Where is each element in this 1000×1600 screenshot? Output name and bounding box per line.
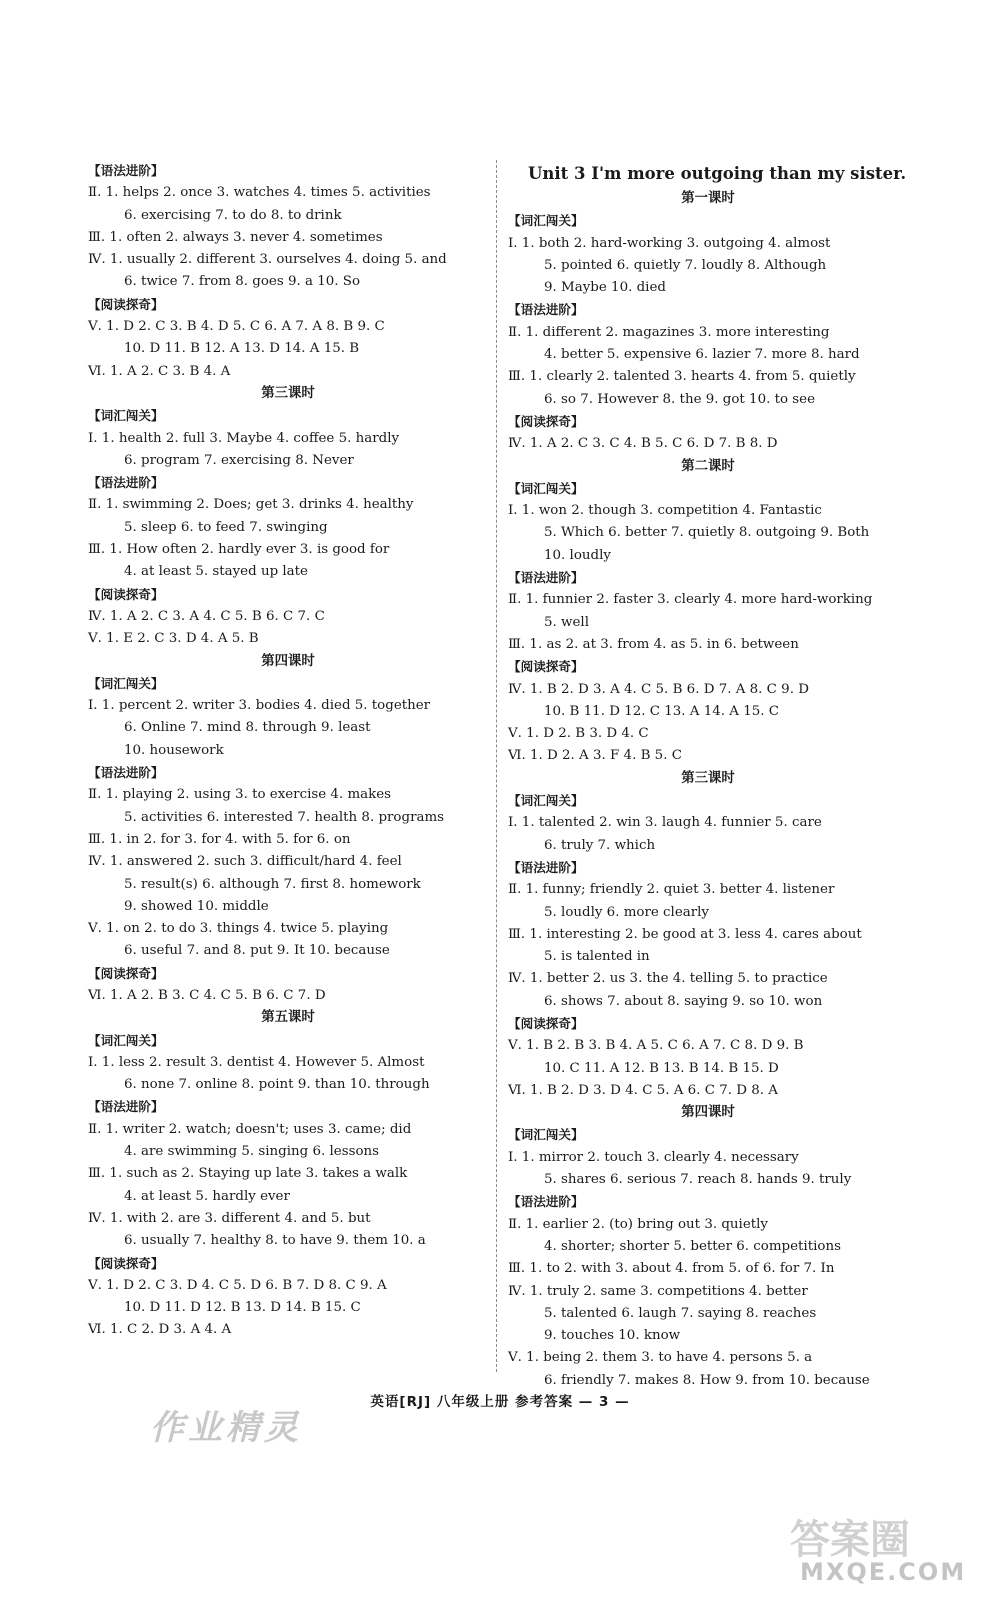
answer-line-continued: 10. C 11. A 12. B 13. B 14. B 15. D	[544, 1060, 779, 1076]
answer-line: Ⅲ. 1. in 2. for 3. for 4. with 5. for 6. on	[88, 831, 351, 847]
section-header: 【阅读探奇】	[88, 1255, 164, 1271]
answer-line-continued: 5. well	[544, 614, 589, 630]
answer-line: Ⅲ. 1. such as 2. Staying up late 3. takes a walk	[88, 1166, 408, 1182]
answer-line-continued: 5. sleep 6. to feed 7. swinging	[124, 519, 328, 535]
answer-line-continued: 6. Online 7. mind 8. through 9. least	[124, 720, 371, 736]
answer-line-continued: 4. at least 5. stayed up late	[124, 564, 308, 580]
section-header: 【语法进阶】	[508, 570, 584, 586]
answer-line: Ⅰ. 1. less 2. result 3. dentist 4. However 5. Almost	[88, 1054, 425, 1070]
answer-line-continued: 10. loudly	[544, 547, 611, 563]
answer-line-continued: 4. at least 5. hardly ever	[124, 1188, 290, 1204]
answer-line: Ⅱ. 1. funnier 2. faster 3. clearly 4. more hard-working	[508, 592, 873, 608]
section-header: 【阅读探奇】	[508, 659, 584, 675]
answer-line: Ⅵ. 1. B 2. D 3. D 4. C 5. A 6. C 7. D 8. A	[508, 1082, 778, 1098]
answer-line-continued: 4. are swimming 5. singing 6. lessons	[124, 1144, 380, 1160]
answer-line-continued: 5. Which 6. better 7. quietly 8. outgoing 9. Both	[544, 525, 870, 541]
answer-line-continued: 6. none 7. online 8. point 9. than 10. through	[124, 1077, 430, 1093]
lesson-title: 第一课时	[681, 191, 735, 206]
section-header: 【语法进阶】	[508, 302, 584, 318]
section-header: 【词汇闯关】	[88, 408, 164, 424]
section-header: 【语法进阶】	[508, 1194, 584, 1210]
answer-line: Ⅱ. 1. playing 2. using 3. to exercise 4. makes	[88, 787, 392, 803]
right-answer-column	[508, 160, 908, 1392]
section-header: 【阅读探奇】	[508, 1015, 584, 1031]
answer-line-continued: 4. better 5. expensive 6. lazier 7. more 8. hard	[544, 347, 860, 363]
answer-line: Ⅳ. 1. A 2. C 3. A 4. C 5. B 6. C 7. C	[88, 608, 325, 624]
answer-line: Ⅰ. 1. percent 2. writer 3. bodies 4. died 5. together	[88, 698, 431, 714]
answer-line-continued: 6. shows 7. about 8. saying 9. so 10. won	[544, 993, 823, 1009]
unit-title: Unit 3 I'm more outgoing than my sister.	[528, 164, 907, 183]
section-header: 【词汇闯关】	[88, 675, 164, 691]
answer-line-continued: 6. exercising 7. to do 8. to drink	[124, 207, 342, 223]
lesson-title: 第四课时	[681, 1105, 735, 1121]
answer-line: Ⅴ. 1. being 2. them 3. to have 4. persons 5. a	[508, 1350, 813, 1366]
answer-line-continued: 10. housework	[124, 742, 224, 758]
answer-line-continued: 10. D 11. B 12. A 13. D 14. A 15. B	[124, 341, 360, 357]
site-watermark: MXQE.COM	[800, 1558, 967, 1586]
answer-line: Ⅰ. 1. mirror 2. touch 3. clearly 4. necessary	[508, 1149, 799, 1165]
answer-line: Ⅴ. 1. E 2. C 3. D 4. A 5. B	[88, 631, 259, 647]
answer-line-continued: 10. B 11. D 12. C 13. A 14. A 15. C	[544, 703, 780, 719]
answer-line-continued: 5. talented 6. laugh 7. saying 8. reaches	[544, 1305, 817, 1321]
section-header: 【阅读探奇】	[508, 413, 584, 429]
section-header: 【词汇闯关】	[508, 1127, 584, 1143]
answer-line: Ⅰ. 1. both 2. hard-working 3. outgoing 4. almost	[508, 235, 831, 251]
section-header: 【词汇闯关】	[508, 213, 584, 229]
answer-line-continued: 5. activities 6. interested 7. health 8. programs	[124, 809, 445, 825]
answer-line: Ⅰ. 1. health 2. full 3. Maybe 4. coffee 5. hardly	[88, 430, 400, 446]
answer-line: Ⅲ. 1. often 2. always 3. never 4. sometimes	[88, 229, 383, 245]
answer-line: Ⅳ. 1. usually 2. different 3. ourselves 4. doing 5. and	[88, 252, 447, 268]
brand-watermark: 作业精灵	[150, 1408, 302, 1448]
answer-line: Ⅴ. 1. D 2. B 3. D 4. C	[508, 726, 649, 742]
answer-line: Ⅱ. 1. earlier 2. (to) bring out 3. quietly	[508, 1216, 768, 1232]
answer-line: Ⅲ. 1. to 2. with 3. about 4. from 5. of 6. for 7. In	[508, 1261, 835, 1277]
answer-line: Ⅳ. 1. with 2. are 3. different 4. and 5. but	[88, 1210, 371, 1226]
answer-line-continued: 6. friendly 7. makes 8. How 9. from 10. because	[544, 1372, 870, 1388]
answer-line: Ⅰ. 1. won 2. though 3. competition 4. Fantastic	[508, 503, 822, 519]
answer-line: Ⅲ. 1. clearly 2. talented 3. hearts 4. from 5. quietly	[508, 369, 856, 385]
section-header: 【语法进阶】	[88, 1099, 164, 1115]
answer-line-continued: 6. twice 7. from 8. goes 9. a 10. So	[124, 274, 361, 290]
answer-line: Ⅵ. 1. C 2. D 3. A 4. A	[88, 1322, 232, 1338]
answer-line-continued: 5. loudly 6. more clearly	[544, 904, 709, 920]
answer-line: Ⅰ. 1. talented 2. win 3. laugh 4. funnier 5. care	[508, 815, 822, 831]
answer-line: Ⅴ. 1. B 2. B 3. B 4. A 5. C 6. A 7. C 8. D 9. B	[508, 1038, 804, 1054]
section-header: 【语法进阶】	[88, 475, 164, 491]
lesson-title: 第三课时	[681, 770, 735, 786]
answer-line: Ⅲ. 1. interesting 2. be good at 3. less 4. cares about	[508, 926, 862, 942]
answer-line-continued: 6. truly 7. which	[544, 837, 656, 853]
answer-line-continued: 6. program 7. exercising 8. Never	[124, 452, 354, 468]
answer-line: Ⅱ. 1. swimming 2. Does; get 3. drinks 4. healthy	[88, 497, 414, 513]
lesson-title: 第三课时	[261, 385, 315, 401]
section-header: 【词汇闯关】	[508, 793, 584, 809]
answer-line: Ⅱ. 1. writer 2. watch; doesn't; uses 3. came; did	[88, 1121, 412, 1137]
section-header: 【词汇闯关】	[508, 480, 584, 496]
answer-logo-watermark: 答案圈	[790, 1517, 910, 1563]
lesson-title: 第二课时	[681, 458, 735, 474]
section-header: 【阅读探奇】	[88, 296, 164, 312]
column-divider	[496, 160, 497, 1372]
answer-line-continued: 6. so 7. However 8. the 9. got 10. to see	[544, 391, 816, 407]
answer-line: Ⅵ. 1. D 2. A 3. F 4. B 5. C	[508, 748, 682, 764]
answer-line-continued: 5. result(s) 6. although 7. first 8. homework	[124, 876, 421, 892]
answer-line-continued: 4. shorter; shorter 5. better 6. competitions	[544, 1238, 841, 1254]
answer-line: Ⅲ. 1. How often 2. hardly ever 3. is good for	[88, 542, 390, 558]
left-answer-column	[88, 160, 488, 1342]
answer-line: Ⅴ. 1. on 2. to do 3. things 4. twice 5. playing	[88, 921, 389, 937]
answer-line: Ⅳ. 1. better 2. us 3. the 4. telling 5. to practice	[508, 971, 828, 987]
lesson-title: 第五课时	[261, 1010, 315, 1026]
answer-line: Ⅴ. 1. D 2. C 3. D 4. C 5. D 6. B 7. D 8. C 9. A	[88, 1277, 387, 1293]
section-header: 【词汇闯关】	[88, 1032, 164, 1048]
answer-line: Ⅵ. 1. A 2. B 3. C 4. C 5. B 6. C 7. D	[88, 987, 326, 1003]
answer-line: Ⅳ. 1. answered 2. such 3. difficult/hard 4. feel	[88, 854, 402, 870]
answer-line: Ⅱ. 1. helps 2. once 3. watches 4. times 5. activities	[88, 185, 431, 201]
answer-line-continued: 10. D 11. D 12. B 13. D 14. B 15. C	[124, 1300, 361, 1316]
section-header: 【阅读探奇】	[88, 965, 164, 981]
answer-line-continued: 9. showed 10. middle	[124, 898, 269, 914]
answer-line: Ⅱ. 1. different 2. magazines 3. more interesting	[508, 324, 830, 340]
answer-line-continued: 6. usually 7. healthy 8. to have 9. them 10. a	[124, 1233, 426, 1249]
answer-line-continued: 9. Maybe 10. died	[544, 280, 666, 296]
answer-line-continued: 9. touches 10. know	[544, 1328, 681, 1344]
section-header: 【语法进阶】	[88, 163, 164, 178]
answer-line: Ⅵ. 1. A 2. C 3. B 4. A	[88, 363, 231, 379]
answer-line: Ⅳ. 1. truly 2. same 3. competitions 4. better	[508, 1283, 808, 1299]
section-header: 【语法进阶】	[88, 765, 164, 781]
section-header: 【语法进阶】	[508, 859, 584, 875]
answer-line: Ⅳ. 1. B 2. D 3. A 4. C 5. B 6. D 7. A 8. C 9. D	[508, 681, 809, 697]
section-header: 【阅读探奇】	[88, 586, 164, 602]
lesson-title: 第四课时	[261, 653, 315, 669]
answer-line-continued: 6. useful 7. and 8. put 9. It 10. because	[124, 943, 390, 959]
answer-line-continued: 5. shares 6. serious 7. reach 8. hands 9. truly	[544, 1172, 852, 1188]
page-footer: 英语[RJ] 八年级上册 参考答案 — 3 —	[370, 1394, 630, 1410]
answer-line: Ⅴ. 1. D 2. C 3. B 4. D 5. C 6. A 7. A 8. B 9. C	[88, 319, 385, 335]
answer-line: Ⅱ. 1. funny; friendly 2. quiet 3. better 4. listener	[508, 882, 835, 898]
answer-line-continued: 5. pointed 6. quietly 7. loudly 8. Although	[544, 257, 827, 273]
answer-line: Ⅳ. 1. A 2. C 3. C 4. B 5. C 6. D 7. B 8. D	[508, 436, 778, 452]
answer-line-continued: 5. is talented in	[544, 949, 650, 965]
answer-line: Ⅲ. 1. as 2. at 3. from 4. as 5. in 6. between	[508, 636, 799, 652]
